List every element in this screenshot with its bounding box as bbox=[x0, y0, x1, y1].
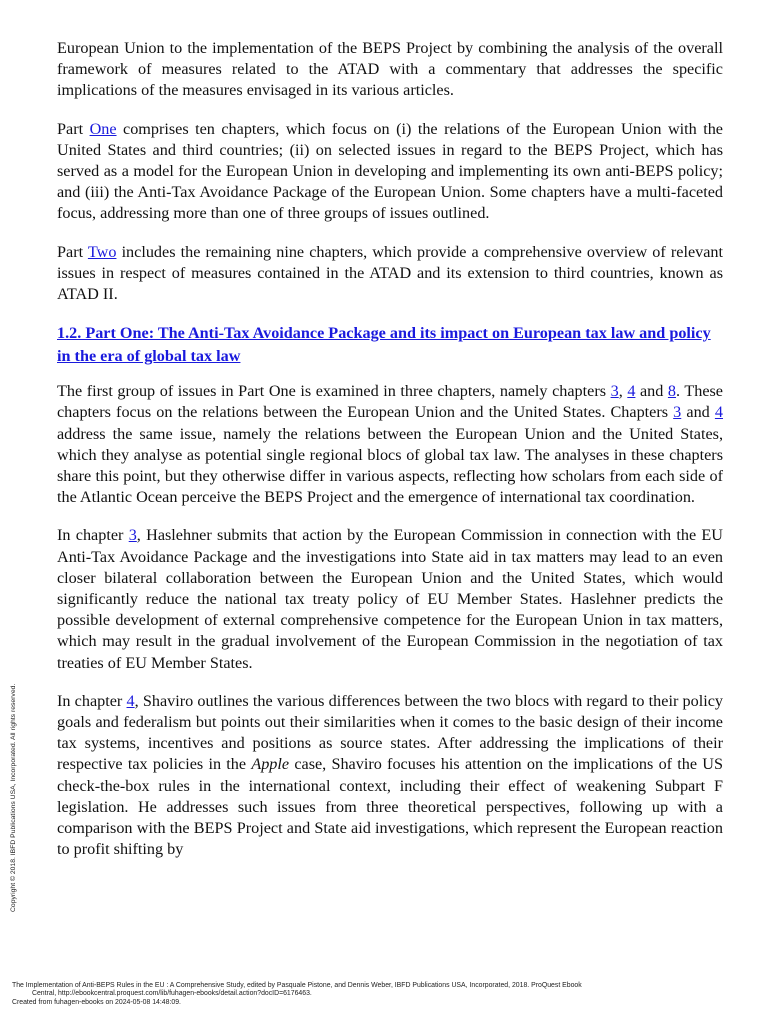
section-heading[interactable] bbox=[57, 322, 723, 368]
paragraph-part-one bbox=[57, 119, 723, 225]
footer-line: Created from fuhagen-ebooks on 2024-05-08 14:48:09. bbox=[12, 998, 181, 1006]
citation-footer bbox=[12, 982, 712, 1007]
footer-line: Central, http://ebookcentral.proquest.com/lib/fuhagen-ebooks/detail.action?docID=6176463. bbox=[32, 990, 312, 998]
text: , Shaviro outlines the various differences between the two blocs with regard to their policy goals and federalism but points out their similarities when it comes to the basic design of their income tax systems, incentives and positions as source states. After addressing the implications of their respective tax policies in the bbox=[57, 691, 723, 774]
link-part-one[interactable]: One bbox=[89, 119, 117, 138]
section-heading-link[interactable]: 1.2. Part One: The Anti-Tax Avoidance Package and its impact on European tax law and policy in the era of global tax law bbox=[57, 324, 711, 366]
paragraph-part-two bbox=[57, 242, 723, 306]
text: . These chapters focus on the relations between the European Union and the United States. Chapters bbox=[57, 382, 723, 422]
text: address the same issue, namely the relations between the European Union and the United States, which they analyse as potential single regional blocs of global tax law. The analyses in these chapters share this point, but they otherwise differ in various aspects, reflecting how scholars from each side of the Atlantic Ocean perceive the BEPS Project and the emergence of international tax coordination. bbox=[57, 424, 723, 507]
text: Part bbox=[57, 242, 88, 261]
text: comprises ten chapters, which focus on (i) the relations of the European Union with the United States and third countries; (ii) on selected issues in regard to the BEPS Project, which has served as a model for the European Union in developing and implementing its own anti-BEPS policy; and (iii) the Anti-Tax Avoidance Package of the European Union. Some chapters have a multi-faceted focus, addressing more than one of three groups of issues outlined. bbox=[57, 119, 723, 223]
page-content bbox=[57, 38, 723, 878]
copyright-notice: Copyright © 2018. IBFD Publications USA, Incorporated. All rights reserved. bbox=[10, 683, 17, 912]
text: , Haslehner submits that action by the European Commission in connection with the EU Anti-Tax Avoidance Package and the investigations into State aid in tax matters may lead to an even closer bilateral collaboration between the European Union and the United States, which would significantly reduce the national tax treaty policy of EU Member States. Haslehner predicts the possible development of external comprehensive competence for the European Union in tax matters, which may result in the gradual involvement of the European Commission in the negotiation of tax treaties of EU Member States. bbox=[57, 526, 723, 672]
link-chapter-3[interactable]: 3 bbox=[128, 526, 137, 545]
text: includes the remaining nine chapters, which provide a comprehensive overview of relevant issues in respect of measures contained in the ATAD and its extension to third countries, known as ATAD II. bbox=[57, 242, 723, 304]
text: and bbox=[635, 382, 668, 401]
link-chapter-8[interactable]: 8 bbox=[667, 382, 677, 401]
paragraph-chapter-3 bbox=[57, 525, 723, 673]
text: , bbox=[618, 382, 628, 401]
case-name: Apple bbox=[251, 755, 290, 774]
link-chapter-3[interactable]: 3 bbox=[610, 382, 619, 401]
paragraph-first-group bbox=[57, 381, 723, 508]
link-chapter-4[interactable]: 4 bbox=[627, 382, 636, 401]
text: case, Shaviro focuses his attention on the implications of the US check-the-box rules in the international context, including their effect of weakening Subpart F legislation. He addresses such issues from three theoretical perspectives, following up with a comparison with the BEPS Project and State aid investigations, which represent the European reaction to profit shifting by bbox=[57, 755, 724, 859]
text: In chapter bbox=[57, 691, 127, 710]
footer-line: The Implementation of Anti-BEPS Rules in the EU : A Comprehensive Study, edited by Pasquale Pistone, and Dennis Weber, IBFD Publications USA, Incorporated, 2018. ProQuest Ebook bbox=[12, 982, 582, 989]
link-chapter-3[interactable]: 3 bbox=[673, 403, 682, 422]
link-chapter-4[interactable]: 4 bbox=[714, 403, 723, 422]
paragraph-chapter-4 bbox=[57, 691, 723, 861]
text: The first group of issues in Part One is examined in three chapters, namely chapters bbox=[57, 382, 611, 401]
link-chapter-4[interactable]: 4 bbox=[126, 691, 135, 710]
text: and bbox=[681, 403, 715, 422]
text: Part bbox=[57, 119, 90, 138]
paragraph-intro: European Union to the implementation of the BEPS Project by combining the analysis of the overall framework of measures related to the ATAD with a commentary that addresses the specific implications of the measures envisaged in its various articles. bbox=[57, 39, 723, 100]
text: In chapter bbox=[57, 526, 129, 545]
link-part-two[interactable]: Two bbox=[87, 242, 117, 261]
